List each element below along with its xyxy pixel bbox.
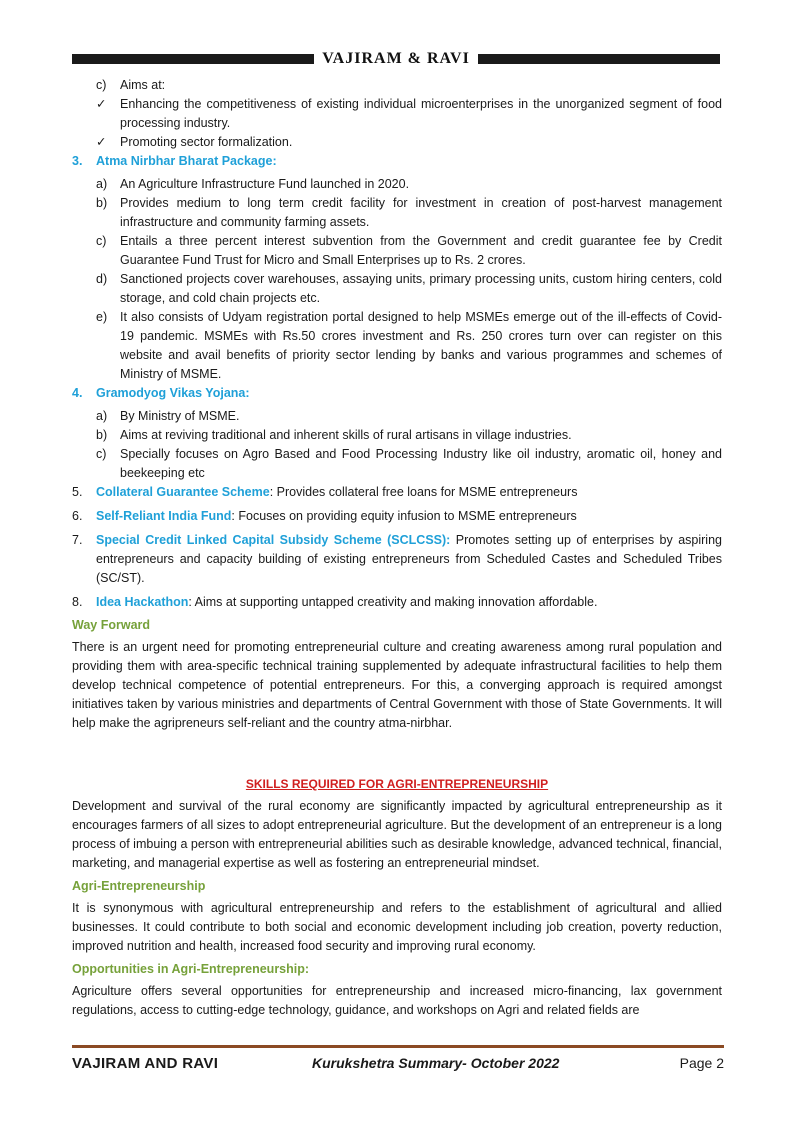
list-item-text: By Ministry of MSME. xyxy=(120,409,240,423)
skills-heading: SKILLS REQUIRED FOR AGRI-ENTREPRENEURSHIP xyxy=(245,777,549,791)
section-text: : Aims at supporting untapped creativity and making innovation affordable. xyxy=(188,595,598,609)
list-item-text: Aims at: xyxy=(120,78,166,92)
list-item xyxy=(72,426,722,445)
section-title: Special Credit Linked Capital Subsidy Scheme (SCLCSS): xyxy=(96,533,451,547)
page-header xyxy=(72,50,720,68)
list-item xyxy=(72,76,722,95)
page-content xyxy=(72,76,722,1020)
list-item xyxy=(72,270,722,308)
footer-rule xyxy=(72,1045,724,1048)
section-title: Gramodyog Vikas Yojana: xyxy=(96,386,250,400)
list-marker: b) xyxy=(96,428,108,442)
list-item xyxy=(72,175,722,194)
section-title: Atma Nirbhar Bharat Package: xyxy=(96,154,277,168)
list-item xyxy=(72,232,722,270)
section-title: Self-Reliant India Fund xyxy=(96,509,232,523)
list-item-text: Promoting sector formalization. xyxy=(120,135,293,149)
list-marker: c) xyxy=(96,78,107,92)
section-number: 7. xyxy=(72,533,83,547)
section-heading-3 xyxy=(72,152,722,171)
section-text: : Provides collateral free loans for MSME entrepreneurs xyxy=(269,485,578,499)
list-item-text: Entails a three percent interest subvention from the Government and credit guarantee fee by Credit Guarantee Fund Trust for Micro and Small Enterprises up to Rs. 2 crores. xyxy=(120,234,722,267)
section-text: : Focuses on providing equity infusion to MSME entrepreneurs xyxy=(231,509,577,523)
check-item xyxy=(72,95,722,133)
list-marker: d) xyxy=(96,272,108,286)
list-marker: e) xyxy=(96,310,108,324)
check-icon: ✓ xyxy=(96,135,107,149)
section-number: 5. xyxy=(72,485,83,499)
section-title: Idea Hackathon xyxy=(96,595,189,609)
list-marker: c) xyxy=(96,234,107,248)
page-number: Page 2 xyxy=(679,1055,724,1071)
section-number: 4. xyxy=(72,386,83,400)
list-marker: a) xyxy=(96,177,108,191)
list-item xyxy=(72,308,722,384)
check-item xyxy=(72,133,722,152)
list-item-text: An Agriculture Infrastructure Fund launched in 2020. xyxy=(120,177,410,191)
list-item-text: It also consists of Udyam registration portal designed to help MSMEs emerge out of the ill-effects of Covid-19 pandemic. MSMEs with Rs.50 crores investment and Rs. 250 crores turn over can register on this website and avail benefits of priority sector lending by banks and various programmes and schemes of Ministry of MSME. xyxy=(120,310,722,381)
footer-doc-title: Kurukshetra Summary- October 2022 xyxy=(312,1055,560,1071)
list-item-text: Provides medium to long term credit facility for investment in creation of post-harvest management infrastructure and community farming assets. xyxy=(120,196,722,229)
opportunities-paragraph: Agriculture offers several opportunities for entrepreneurship and increased micro-financing, lax government regulations, access to cutting-edge technology, guidance, and workshops on Agri and related fields are xyxy=(72,984,722,1017)
section-heading-4 xyxy=(72,384,722,403)
agri-entrepreneurship-paragraph: It is synonymous with agricultural entrepreneurship and refers to the establishment of agricultural and allied businesses. It could contribute to both social and economic development including job creation, poverty reduction, improved nutrition and health, increased food security and improving rural economy. xyxy=(72,901,722,953)
list-item-text: Sanctioned projects cover warehouses, assaying units, primary processing units, custom hiring centers, cold storage, and cold chain projects etc. xyxy=(120,272,722,305)
section-item-6 xyxy=(72,507,722,526)
way-forward-heading: Way Forward xyxy=(72,618,151,632)
list-item xyxy=(72,445,722,483)
list-item-text: Specially focuses on Agro Based and Food Processing Industry like oil industry, aromatic oil, honey and beekeeping etc xyxy=(120,447,722,480)
section-number: 8. xyxy=(72,595,83,609)
header-bar-left xyxy=(72,54,314,64)
section-text: Promotes setting up of enterprises by aspiring entrepreneurs and capacity building of existing entrepreneurs from Scheduled Castes and Scheduled Tribes (SC/ST). xyxy=(96,533,722,585)
list-item xyxy=(72,407,722,426)
header-title: VAJIRAM & RAVI xyxy=(322,50,470,67)
way-forward-paragraph: There is an urgent need for promoting entrepreneurial culture and creating awareness among rural population and providing them with area-specific technical training supplemented by adequate infrastructural facilities to help them develop technical competence of potential entrepreneurs. For this, a converging approach is required amongst initiatives taken by various ministries and departments of Central Government with those of State Governments. It will help make the agripreneurs self-reliant and the country atma-nirbhar. xyxy=(72,640,722,730)
list-marker: c) xyxy=(96,447,107,461)
list-item-text: Enhancing the competitiveness of existing individual microenterprises in the unorganized segment of food processing industry. xyxy=(120,97,722,130)
list-item xyxy=(72,194,722,232)
check-icon: ✓ xyxy=(96,97,107,111)
opportunities-heading: Opportunities in Agri-Entrepreneurship: xyxy=(72,962,310,976)
list-marker: a) xyxy=(96,409,108,423)
section-number: 3. xyxy=(72,154,83,168)
footer-brand: VAJIRAM AND RAVI xyxy=(72,1055,219,1072)
list-marker: b) xyxy=(96,196,108,210)
section-item-8 xyxy=(72,593,722,612)
list-item-text: Aims at reviving traditional and inherent skills of rural artisans in village industries. xyxy=(120,428,572,442)
section-title: Collateral Guarantee Scheme xyxy=(96,485,270,499)
section-item-5 xyxy=(72,483,722,502)
section-number: 6. xyxy=(72,509,83,523)
header-bar-right xyxy=(478,54,720,64)
skills-paragraph: Development and survival of the rural economy are significantly impacted by agricultural entrepreneurship as it encourages farmers of all sizes to adopt entrepreneurial agriculture. But the development of an entrepreneur is a long process of imbuing a person with entrepreneurial abilities such as desirable knowledge, advanced technical, financial, marketing, and managerial expertise as well as fostering an entrepreneurial mindset. xyxy=(72,799,722,870)
agri-entrepreneurship-heading: Agri-Entrepreneurship xyxy=(72,879,206,893)
section-item-7 xyxy=(72,531,722,588)
page-footer xyxy=(72,1055,724,1077)
